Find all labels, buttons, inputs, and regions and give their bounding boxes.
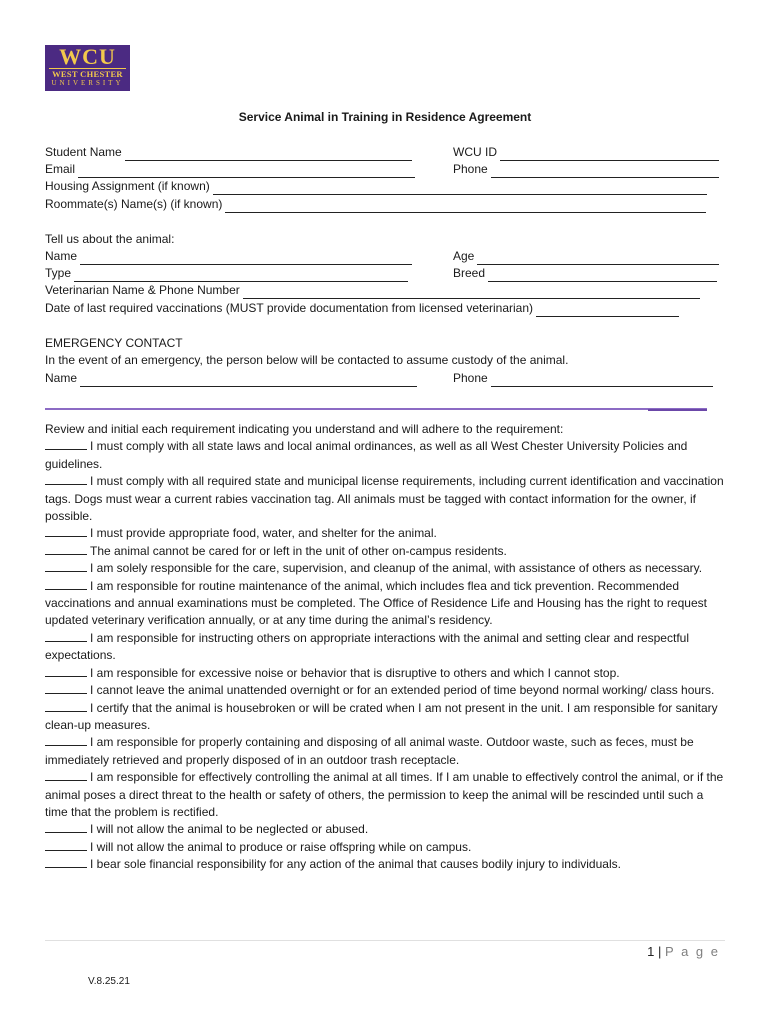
logo-line-university: UNIVERSITY [51, 79, 124, 87]
veterinarian-field[interactable] [45, 282, 700, 299]
emergency-name-label: Name [45, 371, 78, 385]
initial-blank[interactable] [45, 438, 87, 450]
roommate-names-field[interactable] [45, 196, 706, 213]
animal-intro: Tell us about the animal: [45, 232, 175, 246]
emergency-name-blank[interactable] [80, 374, 417, 387]
document-title: Service Animal in Training in Residence Agreement [238, 110, 532, 124]
animal-breed-label: Breed [453, 266, 486, 280]
requirement-text: I must provide appropriate food, water, and shelter for the animal. [90, 526, 437, 541]
email-blank[interactable] [78, 165, 415, 178]
animal-age-field[interactable] [453, 248, 719, 265]
veterinarian-blank[interactable] [243, 286, 700, 299]
emergency-name-field[interactable] [45, 370, 417, 387]
version-label: V.8.25.21 [88, 976, 130, 987]
requirement-item [45, 578, 725, 630]
requirement-text: I am responsible for instructing others on appropriate interactions with the animal and setting clear and respectful expectations. [45, 630, 689, 663]
page-number-value: 1 [647, 944, 655, 959]
requirement-item [45, 734, 725, 769]
student-name-blank[interactable] [125, 148, 412, 161]
student-name-field[interactable] [45, 144, 412, 161]
logo-wordmark: WCU [59, 44, 116, 69]
animal-name-label: Name [45, 249, 78, 263]
emergency-intro: In the event of an emergency, the person below will be contacted to assume custody of the animal. [45, 353, 569, 367]
requirement-text: I will not allow the animal to produce or raise offspring while on campus. [90, 839, 472, 854]
student-phone-field[interactable] [453, 161, 719, 178]
logo-line-west-chester: WEST CHESTER [49, 68, 126, 79]
requirement-item [45, 856, 725, 873]
requirement-text: I cannot leave the animal unattended overnight or for an extended period of time beyond normal working/ class hours. [90, 683, 715, 698]
section-divider [45, 408, 707, 410]
requirement-item [45, 769, 725, 821]
requirement-item [45, 438, 725, 473]
animal-name-field[interactable] [45, 248, 412, 265]
initial-blank[interactable] [45, 839, 87, 851]
animal-name-blank[interactable] [80, 252, 412, 265]
page-word: P a g e [665, 944, 720, 959]
requirements-section [45, 421, 725, 874]
requirement-item [45, 700, 725, 735]
requirement-text: The animal cannot be cared for or left in the unit of other on-campus residents. [90, 543, 507, 558]
animal-type-label: Type [45, 266, 72, 280]
initial-blank[interactable] [45, 682, 87, 694]
initial-blank[interactable] [45, 473, 87, 485]
veterinarian-label: Veterinarian Name & Phone Number [45, 283, 240, 297]
initial-blank[interactable] [45, 769, 87, 781]
page-separator: | [658, 944, 662, 959]
requirement-text: I am solely responsible for the care, supervision, and cleanup of the animal, with assistance of others as necessary. [90, 561, 703, 576]
initial-blank[interactable] [45, 734, 87, 746]
requirement-text: I bear sole financial responsibility for any action of the animal that causes bodily injury to individuals. [90, 857, 621, 872]
initial-blank[interactable] [45, 700, 87, 712]
roommate-names-blank[interactable] [225, 200, 706, 213]
wcu-id-blank[interactable] [500, 148, 719, 161]
emergency-phone-field[interactable] [453, 370, 713, 387]
requirement-text: I must comply with all state laws and local animal ordinances, as well as all West Chester University Policies and guidelines. [45, 439, 688, 471]
wcu-id-field[interactable] [453, 144, 719, 161]
requirement-item [45, 665, 725, 682]
requirement-item [45, 630, 725, 665]
housing-assignment-label: Housing Assignment (if known) [45, 179, 210, 193]
initial-blank[interactable] [45, 630, 87, 642]
initial-blank[interactable] [45, 665, 87, 677]
student-name-label: Student Name [45, 145, 122, 159]
requirement-text: I am responsible for excessive noise or behavior that is disruptive to others and which I cannot stop. [90, 665, 620, 680]
housing-assignment-blank[interactable] [213, 182, 707, 195]
initial-blank[interactable] [45, 578, 87, 590]
requirement-text: I certify that the animal is housebroken or will be crated when I am not present in the unit. I am responsible for sanitary clean-up measures. [45, 700, 718, 732]
section-divider-accent [648, 409, 707, 411]
wcu-logo [45, 45, 130, 91]
requirement-item [45, 839, 725, 856]
review-intro: Review and initial each requirement indicating you understand and will adhere to the requirement: [45, 422, 564, 436]
animal-type-field[interactable] [45, 265, 408, 282]
student-phone-label: Phone [453, 162, 488, 176]
emergency-heading: EMERGENCY CONTACT [45, 336, 183, 350]
emergency-phone-label: Phone [453, 371, 488, 385]
initial-blank[interactable] [45, 543, 87, 555]
requirement-item [45, 543, 725, 560]
requirement-item [45, 560, 725, 577]
requirement-item [45, 682, 725, 699]
initial-blank[interactable] [45, 821, 87, 833]
requirement-text: I am responsible for properly containing and disposing of all animal waste. Outdoor waste, such as feces, must be immediately retrieved and properly disposed of in an outdoor trash receptacle. [45, 735, 694, 767]
vaccination-date-blank[interactable] [536, 304, 679, 317]
animal-breed-field[interactable] [453, 265, 717, 282]
requirement-text: I must comply with all required state and municipal license requirements, including current identification and vaccination tags. Dogs must wear a current rabies vaccination tag. All animals must be tagged with contact information for the owner, if possible. [45, 474, 724, 524]
requirement-text: I am responsible for routine maintenance of the animal, which includes flea and tick prevention. Recommended vaccinations and annual examinations must be completed. The Office of Residence Life and Housing has the right to request updated veterinary verification annually, or at any time during the animal’s residency. [45, 578, 707, 628]
vaccination-date-field[interactable] [45, 300, 679, 317]
page-number [647, 944, 720, 959]
animal-type-blank[interactable] [74, 269, 408, 282]
animal-age-blank[interactable] [477, 252, 719, 265]
requirement-item [45, 473, 725, 525]
requirement-text: I will not allow the animal to be neglected or abused. [90, 822, 369, 837]
requirement-item [45, 525, 725, 542]
vaccination-date-label: Date of last required vaccinations (MUST provide documentation from licensed veterinarian) [45, 301, 534, 315]
email-label: Email [45, 162, 76, 176]
student-phone-blank[interactable] [491, 165, 719, 178]
animal-breed-blank[interactable] [488, 269, 717, 282]
initial-blank[interactable] [45, 525, 87, 537]
emergency-phone-blank[interactable] [491, 374, 713, 387]
email-field[interactable] [45, 161, 415, 178]
footer-rule [45, 940, 725, 941]
initial-blank[interactable] [45, 856, 87, 868]
roommate-names-label: Roommate(s) Name(s) (if known) [45, 197, 223, 211]
wcu-id-label: WCU ID [453, 145, 497, 159]
initial-blank[interactable] [45, 560, 87, 572]
requirement-item [45, 821, 725, 838]
requirement-text: I am responsible for effectively controlling the animal at all times. If I am unable to effectively control the animal, or if the animal poses a direct threat to the health or safety of others, the permission to keep the animal will be rescinded until such a time that the problem is rectified. [45, 770, 724, 819]
animal-age-label: Age [453, 249, 475, 263]
housing-assignment-field[interactable] [45, 178, 707, 195]
